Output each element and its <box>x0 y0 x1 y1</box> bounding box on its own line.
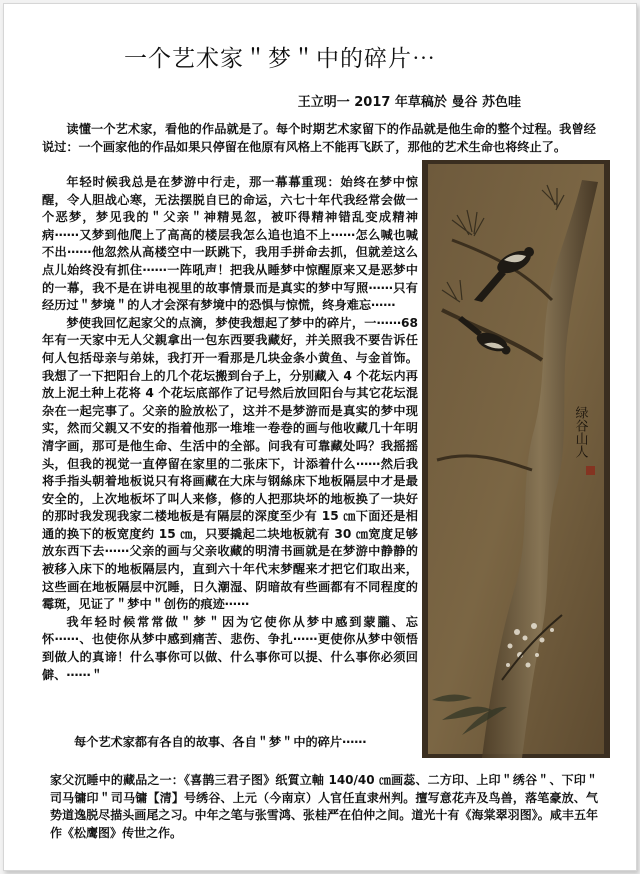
seal-mark <box>586 466 595 475</box>
lead-paragraph: 读懂一个艺术家，看他的作品就是了。每个时期艺术家留下的作品就是他生命的整个过程。我曾经说过：一个画家他的作品如果只停留在他原有风格上不能再飞跃了，那他的艺术生命也将终止了。 <box>42 122 596 154</box>
scroll-painting-image <box>422 160 610 758</box>
paragraph-memory: 梦使我回忆起家父的点滴，梦使我想起了梦中的碎片，一⋯⋯68 年有一天家中无人父親拿出一包东西要我藏好，并关照我不要告诉任何人包括母亲与弟妹，我打开一看那是几块金条小黄鱼、与金首饰。我想了一下把阳台上的几个花坛搬到台子上，分别藏入 4 个花坛内再放上泥土种上花将 4 个花坛底部作了记号然后放回阳台与其它花坛混杂在一起完事了。父亲的脸放松了，这并不是梦游而是真实的梦中现实，然而父親又不安的指着他那一堆堆一卷卷的画与他收藏几十年明清字画，那可是他生命、生活中的全部。问我有可靠藏处吗？我摇摇头，但我的视觉一直停留在家里的二张床下，计添着什么⋯⋯然后我将手指头朝着地板说只有将画藏在大床与钢絲床下地板隔层中才是最安全的，上次地板坏了叫人来修，修的人把那块坏的地板换了一块好的那时我发现我家二楼地板是有隔层的深度至少有 15 ㎝下面还是相通的换下的板宽度约 15 ㎝，只要撬起二块地板就有 30 ㎝宽度足够放东西下去⋯⋯父亲的画与父亲收藏的明清书画就是在梦游中静静的被移入床下的地板隔层内，直到六十年代末梦醒来才把它们取出来，这些画在地板隔层中沉睡，日久潮湿、阴暗故有些画都有不同程度的霉斑，见证了＂梦中＂创伤的痕迹⋯⋯ <box>42 315 418 612</box>
painting-caption: 家父沉睡中的藏品之一：《喜鹊三君子图》纸質立軸 140/40 ㎝画蕊、二方印、上印＂绣谷＂、下印＂司马镛印＂司马镛【清】号绣谷、上元（今南京）人官任直隶州判。擅写意花卉及鸟兽，落笔豪放、气势道逸脱尽描头画尾之习。中年之笔与张雪鸿、张桂严在伯仲之间。道光十有《海棠翠羽图》。咸丰五年作《松鹰图》传世之作。 <box>50 773 598 840</box>
page-title: 一个艺术家＂梦＂中的碎片⋯ <box>124 46 436 72</box>
painting-svg <box>422 160 610 758</box>
paragraph-reflection: 我年轻时候常常做＂梦＂因为它使你从梦中感到蒙朧、忘怀⋯⋯、也使你从梦中感到痛苦、悲伤、争扎⋯⋯更使你从梦中领悟到做人的真谛！什么事你可以做、什么事你可以提、什么事你必须回僻、⋯⋯＂ <box>42 614 418 682</box>
painting-inscription-text: 绿谷山人 <box>572 406 588 458</box>
document-page <box>3 3 637 871</box>
body-text <box>42 174 418 684</box>
closing-line: 每个艺术家都有各自的故事、各自＂梦＂中的碎片⋯⋯ <box>74 735 367 749</box>
paragraph-dream: 年轻时候我总是在梦游中行走，那一幕幕重现：始终在梦中惊醒，令人胆战心寒，无法摆脱自已的命运，六七十年代我经常会做一个恶梦，梦见我的＂父亲＂神精晃忽，被吓得精神错乱变成精神病⋯⋯又梦到他爬上了高高的楼层我怎么追也追不上⋯⋯怎么喊也喊不出⋯⋯他忽然从高楼空中一跃跳下，我用手拼命去抓，但就差这么点儿始终没有抓住⋯⋯一阵吼声！把我从睡梦中惊醒原来又是恶梦中的一幕，我不是在讲电视里的故事情景而是真实的梦中写照⋯⋯只有经历过＂梦境＂的人才会深有梦境中的恐惧与惊慌，终身难忘⋯⋯ <box>42 175 418 313</box>
author-byline: 王立明一 2017 年草稿於 曼谷 苏色哇 <box>297 95 521 110</box>
